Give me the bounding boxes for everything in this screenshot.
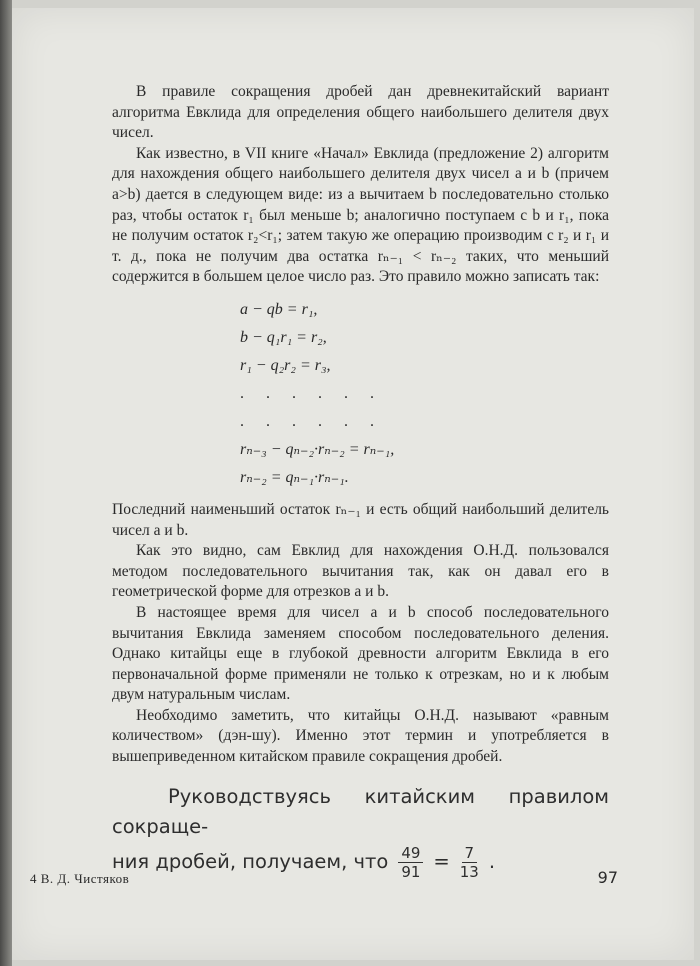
fraction-2-numerator: 7: [462, 844, 478, 863]
signature-mark: 4 В. Д. Чистяков: [30, 871, 130, 886]
fraction-1-denominator: 91: [401, 862, 421, 881]
book-page: [12, 8, 694, 960]
formula-dots-2: . . . . . .: [240, 412, 383, 430]
fraction-2-denominator: 13: [459, 862, 479, 881]
conclusion-text: ния дробей, получаем, что: [112, 850, 389, 874]
formula-line-3: r₁ − q₂r₂ = r₃,: [240, 356, 331, 374]
equals-sign: =: [433, 850, 450, 874]
paragraph-6: Необходимо заметить, что китайцы О.Н.Д. называют «равным количеством» (дэн-шу). Именно этот термин и употребляется в вышеприведенном китайском правиле сокращения дробей.: [112, 706, 609, 766]
paragraph-1: В правиле сокращения дробей дан древнекитайский вариант алгоритма Евклида для определения общего наибольшего делителя двух чисел.: [112, 83, 609, 142]
formula-dots-1: . . . . . .: [240, 384, 383, 402]
formula-line-1: a − qb = r₁,: [240, 300, 318, 318]
main-text: [112, 82, 609, 881]
paragraph-2: Как известно, в VII книге «Начал» Евклида (предложение 2) алгоритм для нахождения общего наибольшего делителя двух чисел a и b (причем a>b) дается в следующем виде: из a вычитаем b последовательно столько раз, чтобы остаток r₁ был меньше b; аналогично поступаем с b и r₁, пока не получим остаток r₂<r₁; затем такую же операцию производим с r₂ и r₁ и т. д., пока не получим два остатка rₙ₋₁ < rₙ₋₂ таких, что меньший содержится в большем целое число раз. Это правило можно записать так:: [112, 144, 610, 286]
page-footer: [30, 868, 618, 887]
formula-line-6: rₙ₋₃ − qₙ₋₂·rₙ₋₂ = rₙ₋₁,: [240, 440, 395, 458]
formula-line-7: rₙ₋₂ = qₙ₋₁·rₙ₋₁.: [240, 468, 349, 486]
formula-line-2: b − q₁r₁ = r₂,: [240, 328, 327, 346]
final-period: .: [488, 850, 496, 874]
conclusion-block: [112, 782, 609, 881]
page-number: 97: [597, 868, 618, 887]
euclid-formulas: [240, 296, 609, 492]
paragraph-3: Последний наименьший остаток rₙ₋₁ и есть общий наибольший делитель чисел a и b.: [112, 500, 609, 539]
conclusion-line-1: Руководствуясь китайским правилом сокраще-: [112, 784, 609, 838]
fraction-1-numerator: 49: [398, 844, 423, 863]
paragraph-5: В настоящее время для чисел a и b способ последовательного вычитания Евклида заменяем способом последовательного деления. Однако китайцы еще в глубокой древности алгоритм Евклида в его первоначальной форме применяли не только к отрезкам, но и к любым двум натуральным числам.: [112, 603, 609, 704]
book-spine-shadow: [0, 0, 12, 966]
paragraph-4: Как это видно, сам Евклид для нахождения О.Н.Д. пользовался методом последовательного вычитания так, как он давал его в геометрической форме для отрезков a и b.: [112, 542, 609, 601]
